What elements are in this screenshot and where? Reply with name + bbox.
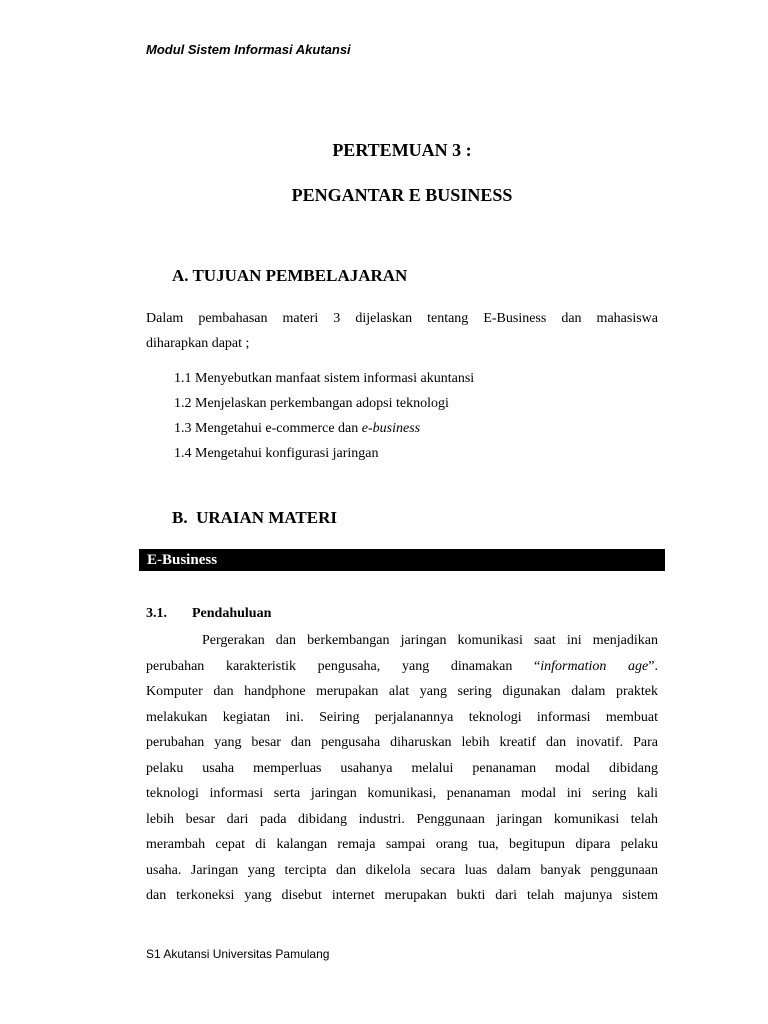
objective-number: 1.3: [174, 421, 192, 436]
paragraph-line: teknologi informasi serta jaringan komunikasi, penanaman modal ini sering kali: [146, 786, 658, 801]
chapter-title: PENGANTAR E BUSINESS: [291, 185, 513, 205]
paragraph-line: melakukan kegiatan ini. Seiring perjalanannya teknologi informasi membuat: [146, 709, 658, 725]
paragraph-line: Komputer dan handphone merupakan alat yang sering digunakan dalam praktek: [146, 684, 658, 699]
paragraph-line: perubahan yang besar dan pengusaha diharuskan lebih kreatif dan inovatif. Para: [146, 735, 658, 750]
paragraph-line-text: perubahan karakteristik pengusaha, yang dinamakan “: [146, 658, 541, 674]
subsection-number: 3.1.: [146, 606, 167, 621]
paragraph-line: lebih besar dari pada dibidang industri. Penggunaan jaringan komunikasi telah: [146, 811, 658, 827]
meeting-title: PERTEMUAN 3 :: [332, 140, 472, 160]
objective-text-prefix: Mengetahui e-commerce dan: [195, 421, 362, 436]
paragraph-line: [146, 654, 658, 680]
objective-number: 1.4: [174, 446, 192, 461]
objective-text: Menjelaskan perkembangan adopsi teknologi: [195, 396, 449, 411]
intro-line-2: diharapkan dapat ;: [146, 336, 250, 351]
paragraph-line: merambah cepat di kalangan remaja sampai orang tua, begitupun dipara pelaku: [146, 837, 658, 852]
paragraph-line-suffix: ”.: [648, 658, 658, 674]
objective-item: [174, 441, 474, 466]
paragraph-line: dan terkoneksi yang disebut internet merupakan bukti dari telah majunya sistem: [146, 888, 658, 903]
topic-banner: E-Business: [139, 549, 665, 571]
objective-item: [174, 366, 474, 391]
body-paragraph: [146, 628, 658, 909]
objectives-list: [174, 366, 474, 466]
paragraph-line: Pergerakan dan berkembangan jaringan komunikasi saat ini menjadikan: [202, 633, 658, 648]
objective-item: [174, 416, 474, 441]
objective-text-italic: e-business: [361, 421, 421, 436]
subsection-title: Pendahuluan: [192, 606, 272, 621]
objective-text: Mengetahui konfigurasi jaringan: [195, 446, 379, 461]
objective-text: Menyebutkan manfaat sistem informasi akuntansi: [195, 371, 475, 386]
running-footer: S1 Akutansi Universitas Pamulang: [146, 947, 330, 961]
intro-line-1: Dalam pembahasan materi 3 dijelaskan tentang E-Business dan mahasiswa: [146, 311, 658, 326]
objective-item: [174, 391, 474, 416]
section-a-intro: [146, 306, 658, 356]
section-b-heading: B. URAIAN MATERI: [172, 508, 337, 527]
objective-number: 1.2: [174, 396, 192, 411]
subsection-heading: [146, 606, 271, 622]
running-header: Modul Sistem Informasi Akutansi: [146, 42, 351, 57]
paragraph-line: pelaku usaha memperluas usahanya melalui penanaman modal dibidang: [146, 760, 658, 776]
objective-number: 1.1: [174, 371, 192, 386]
information-age-term: information age: [540, 658, 649, 674]
section-a-heading: A. TUJUAN PEMBELAJARAN: [172, 266, 408, 285]
objective-text: [195, 421, 420, 436]
paragraph-line: usaha. Jaringan yang tercipta dan dikelola secara luas dalam banyak penggunaan: [146, 862, 658, 878]
